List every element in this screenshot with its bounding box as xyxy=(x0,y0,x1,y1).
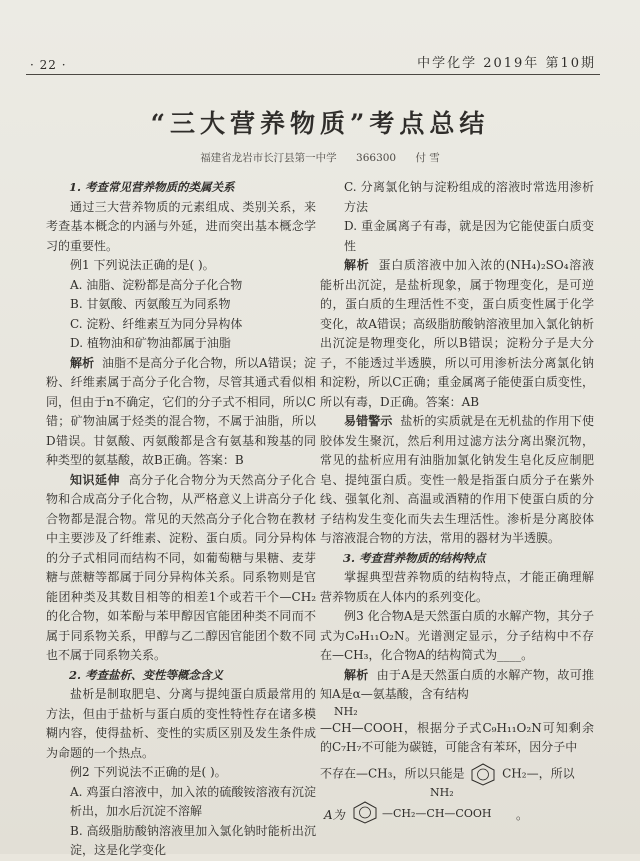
section-2-intro: 盐析是制取肥皂、分离与提纯蛋白质最常用的方法，但由于盐析与蛋白质的变性特性存在诸多模糊内容，使得盐析、变性的实质区别及发生条件成为命题的一个热点。 xyxy=(46,687,316,760)
example-2-option-c: C. 分离氯化钠与淀粉组成的溶液时常选用渗析方法 xyxy=(344,180,594,214)
header-rule xyxy=(26,74,600,75)
ch2-tail: CH₂—，所以 xyxy=(502,766,575,780)
page-number: · 22 · xyxy=(30,58,67,72)
example-2-option-b: B. 高级脂肪酸钠溶液里加入氯化钠时能析出沉淀，这是化学变化 xyxy=(70,823,316,857)
a-is-label: A为 xyxy=(324,807,345,822)
warning-text: 盐析的实质就是在无机盐的作用下使胶体发生聚沉，然后利用过滤方法分离出聚沉物，常见的盐析应用有油脂加氯化钠发生皂化反应制肥皂、提纯蛋白质。变性一般是指蛋白质分子在紫外线、强氧化剂、高温或酒精的作用下使蛋白质的分子结构发生变化而失去生理活性。渗析是分离胶体与溶液混合物的方法，常用的器材为半透膜。 xyxy=(320,414,594,545)
error-warning xyxy=(320,412,594,549)
example-2-question: 例2 下列说法不正确的是( )。 xyxy=(70,765,227,779)
final-nh2-label: NH₂ xyxy=(430,785,454,799)
example-3-analysis-1 xyxy=(320,666,594,705)
warning-label: 易错警示 xyxy=(344,414,393,428)
author-postcode: 366300 xyxy=(356,152,397,164)
extension-label: 知识延伸 xyxy=(70,472,121,487)
analysis-label: 解析 xyxy=(344,667,369,682)
article-title: “三大营养物质”考点总结 xyxy=(150,109,490,138)
author-name: 付 雪 xyxy=(415,152,440,164)
left-column xyxy=(46,178,316,861)
example-1-option-c: C. 淀粉、纤维素互为同分异构体 xyxy=(70,316,243,331)
analysis-text: 油脂不是高分子化合物，所以A错误；淀粉、纤维素属于高分子化合物，尽管其通式看似相同，但由于n不确定，它们的分子式不相同，所以C错；矿物油属于烃类的混合物，不属于油脂，所以D错误。甘氨酸、丙氨酸都是含有氨基和羧基的同种类型的氨基酸，故B正确。答案：B xyxy=(46,355,316,467)
example-3-analysis-3 xyxy=(320,762,594,786)
example-3-question: 例3 化合物A是天然蛋白质的水解产物，其分子式为C₉H₁₁O₂N。光谱测定显示，分子结构中不存在—CH₃，化合物A的结构简式为____。 xyxy=(320,609,594,662)
example-2-analysis xyxy=(320,256,594,412)
section-1-intro: 通过三大营养物质的元素组成、类别关系，来考查基本概念的内涵与外延，进而突出基本概念学习的重要性。 xyxy=(46,199,316,253)
section-3-intro: 掌握典型营养物质的结构特点，才能正确理解营养物质在人体内的系列变化。 xyxy=(320,570,594,604)
benzene-ring-icon xyxy=(468,762,498,786)
extension-text: 高分子化合物分为天然高分子化合物和合成高分子化合物，从严格意义上讲高分子化合物都是混合物。常见的天然高分子化合物在教材中主要涉及了纤维素、淀粉、蛋白质。同分异构体的分子式相同而结构不同，如葡萄糖与果糖、麦芽糖与蔗糖等都属于同分异构体关系。同系物则是官能团种类及其数目相等的相差1个或若干个—CH₂的化合物，如苯酚与苯甲醇因官能团种类不同而不属于同系物关系，甲醇与乙二醇因官能团个数不同也不属于同系物关系。 xyxy=(46,472,316,662)
journal-info: 中学化学 2019年 第10期 xyxy=(417,56,596,71)
example-3-analysis-2: —CH—COOH，根据分子式C₉H₁₁O₂N可知剩余的C₇H₇不可能为碳链，可能含有苯环，因分子中 xyxy=(320,720,594,754)
example-1-question: 例1 下列说法正确的是( )。 xyxy=(70,258,215,272)
example-1-option-b: B. 甘氨酸、丙氨酸互为同系物 xyxy=(70,297,231,311)
analysis-label: 解析 xyxy=(70,355,95,370)
analysis-text: 蛋白质溶液中加入浓的(NH₄)₂SO₄溶液能析出沉淀，是盐析现象，属于物理变化，是可逆的，蛋白质的生理活性不变，蛋白质变性属于化学变化，故A错误；高级脂肪酸钠溶液里加入氯化钠析出沉淀是物理变化，所以B错误；淀粉分子是大分子，不能透过半透膜，所以可用渗析法分离氯化钠和淀粉，所以C正确；重金属离子能使蛋白质变性，所以有毒，D正确。答案：AB xyxy=(320,258,594,409)
section-3-title: 3. 考查营养物质的结构特点 xyxy=(343,550,486,565)
analysis-text: 由于A是天然蛋白质的水解产物，故可推知A是α—氨基酸，含有结构 xyxy=(320,667,594,701)
knowledge-extension xyxy=(46,471,316,666)
example-1-option-a: A. 油脂、淀粉都是高分子化合物 xyxy=(70,277,243,292)
final-structure xyxy=(320,786,594,826)
example-1-analysis xyxy=(46,354,316,471)
example-1-option-d: D. 植物油和矿物油都属于油脂 xyxy=(70,336,231,350)
analysis-label: 解析 xyxy=(344,258,370,272)
analysis-text: 不存在—CH₃，所以只能是 xyxy=(320,766,465,780)
nh2-label: NH₂ xyxy=(334,704,358,718)
section-1-title: 1. 考查常见营养物质的类属关系 xyxy=(69,180,235,194)
benzene-ring-icon xyxy=(350,800,380,824)
author-affiliation: 福建省龙岩市长汀县第一中学 xyxy=(200,152,337,164)
example-2-option-a: A. 鸡蛋白溶液中，加入浓的硫酸铵溶液有沉淀析出，加水后沉淀不溶解 xyxy=(70,784,316,818)
author-line xyxy=(0,150,640,165)
final-chain: —CH₂—CH—COOH xyxy=(382,806,492,820)
right-column xyxy=(320,178,594,826)
example-2-option-d: D. 重金属离子有毒，就是因为它能使蛋白质变性 xyxy=(344,219,594,253)
final-period: 。 xyxy=(516,807,529,822)
section-2-title: 2. 考查盐析、变性等概念含义 xyxy=(69,667,224,682)
